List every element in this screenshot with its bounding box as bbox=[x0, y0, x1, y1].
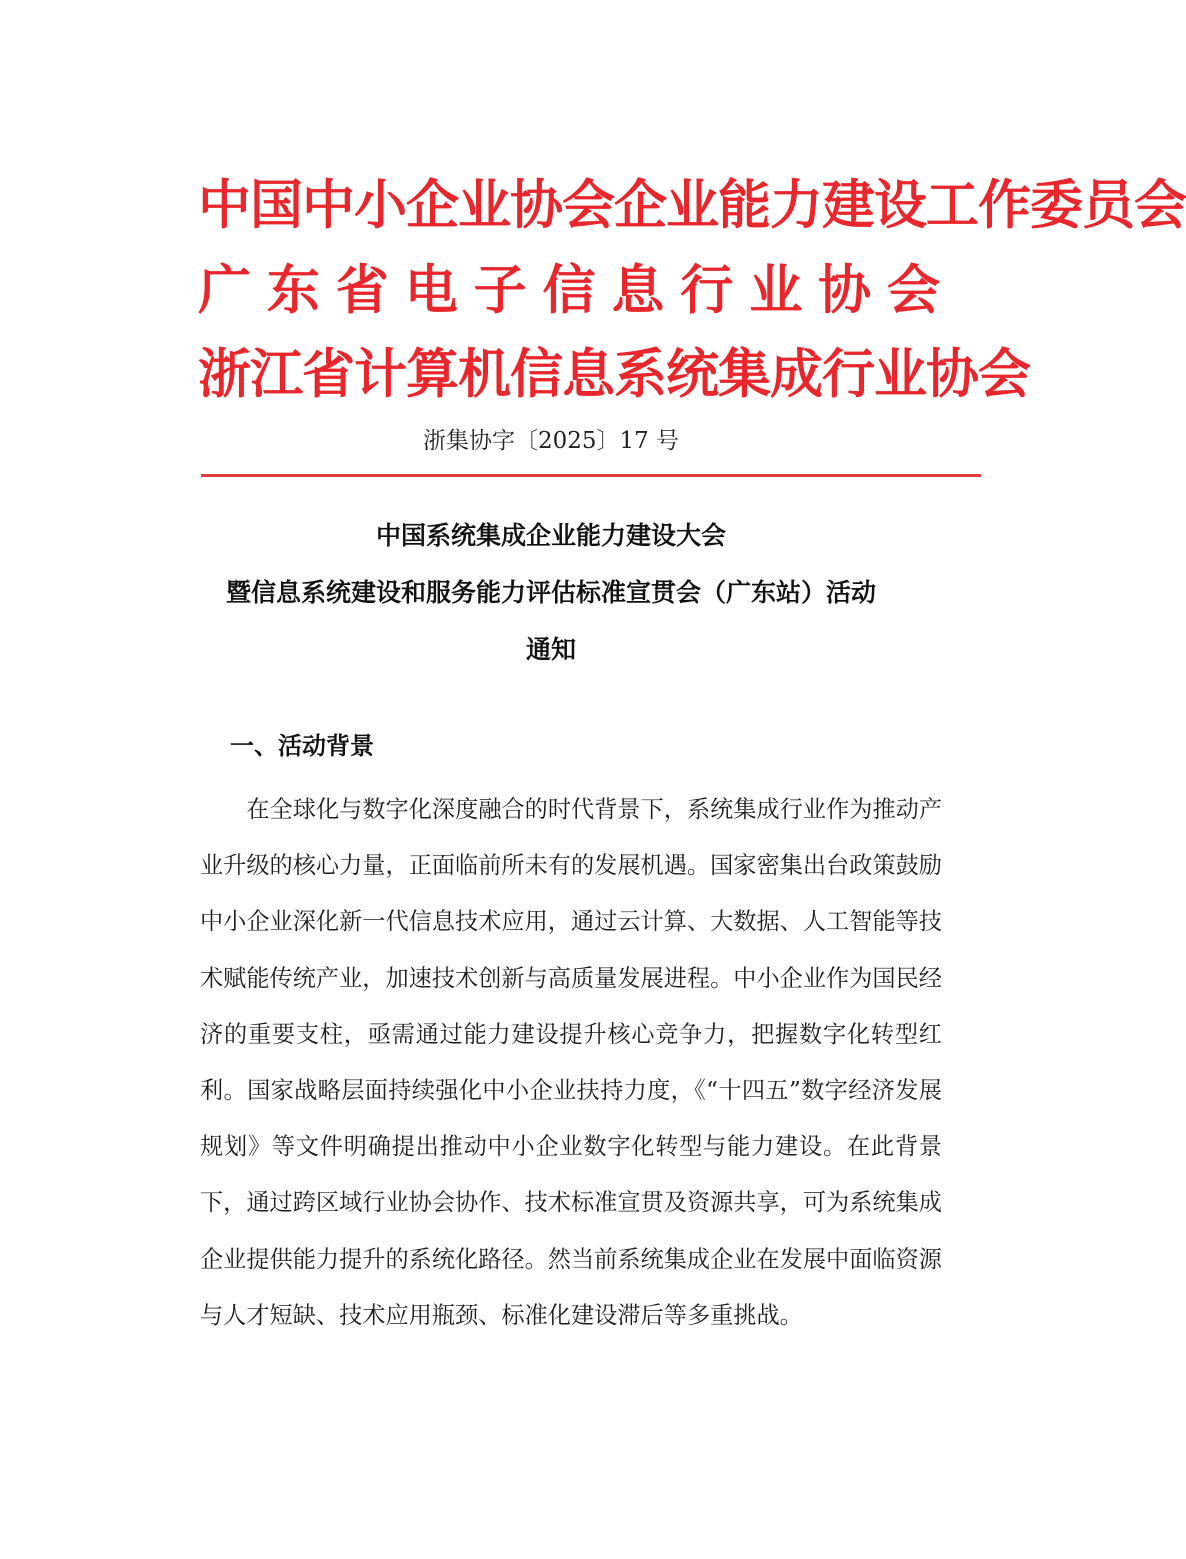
issuer-name-2: 广东省电子信息行业协会 bbox=[198, 259, 940, 321]
document-number: 浙集协字〔2025〕17 号 bbox=[422, 428, 680, 454]
notice-title-line-1: 中国系统集成企业能力建设大会 bbox=[375, 521, 726, 550]
red-divider bbox=[201, 474, 981, 477]
issuer-name-1: 中国中小企业协会企业能力建设工作委员会 bbox=[198, 174, 1186, 236]
section-heading: 一、活动背景 bbox=[230, 731, 374, 760]
notice-title-line-3: 通知 bbox=[525, 635, 576, 664]
body-paragraph: 在全球化与数字化深度融合的时代背景下，系统集成行业作为推动产业升级的核心力量，正面临前所未有的发展机遇。国家密集出台政策鼓励中小企业深化新一代信息技术应用，通过云计算、大数据、人工智能等技术赋能传统产业，加速技术创新与高质量发展进程。中小企业作为国民经济的重要支柱，亟需通过能力建设提升核心竞争力，把握数字化转型红利。国家战略层面持续强化中小企业扶持力度，《“十四五”数字经济发展规划》等文件明确提出推动中小企业数字化转型与能力建设。在此背景下，通过跨区域行业协会协作、技术标准宣贯及资源共享，可为系统集成企业提供能力提升的系统化路径。然当前系统集成企业在发展中面临资源与人才短缺、技术应用瓶颈、标准化建设滞后等多重挑战。 bbox=[200, 796, 943, 1329]
issuer-name-3: 浙江省计算机信息系统集成行业协会 bbox=[198, 343, 1030, 405]
notice-title-line-2: 暨信息系统建设和服务能力评估标准宣贯会（广东站）活动 bbox=[225, 578, 876, 607]
